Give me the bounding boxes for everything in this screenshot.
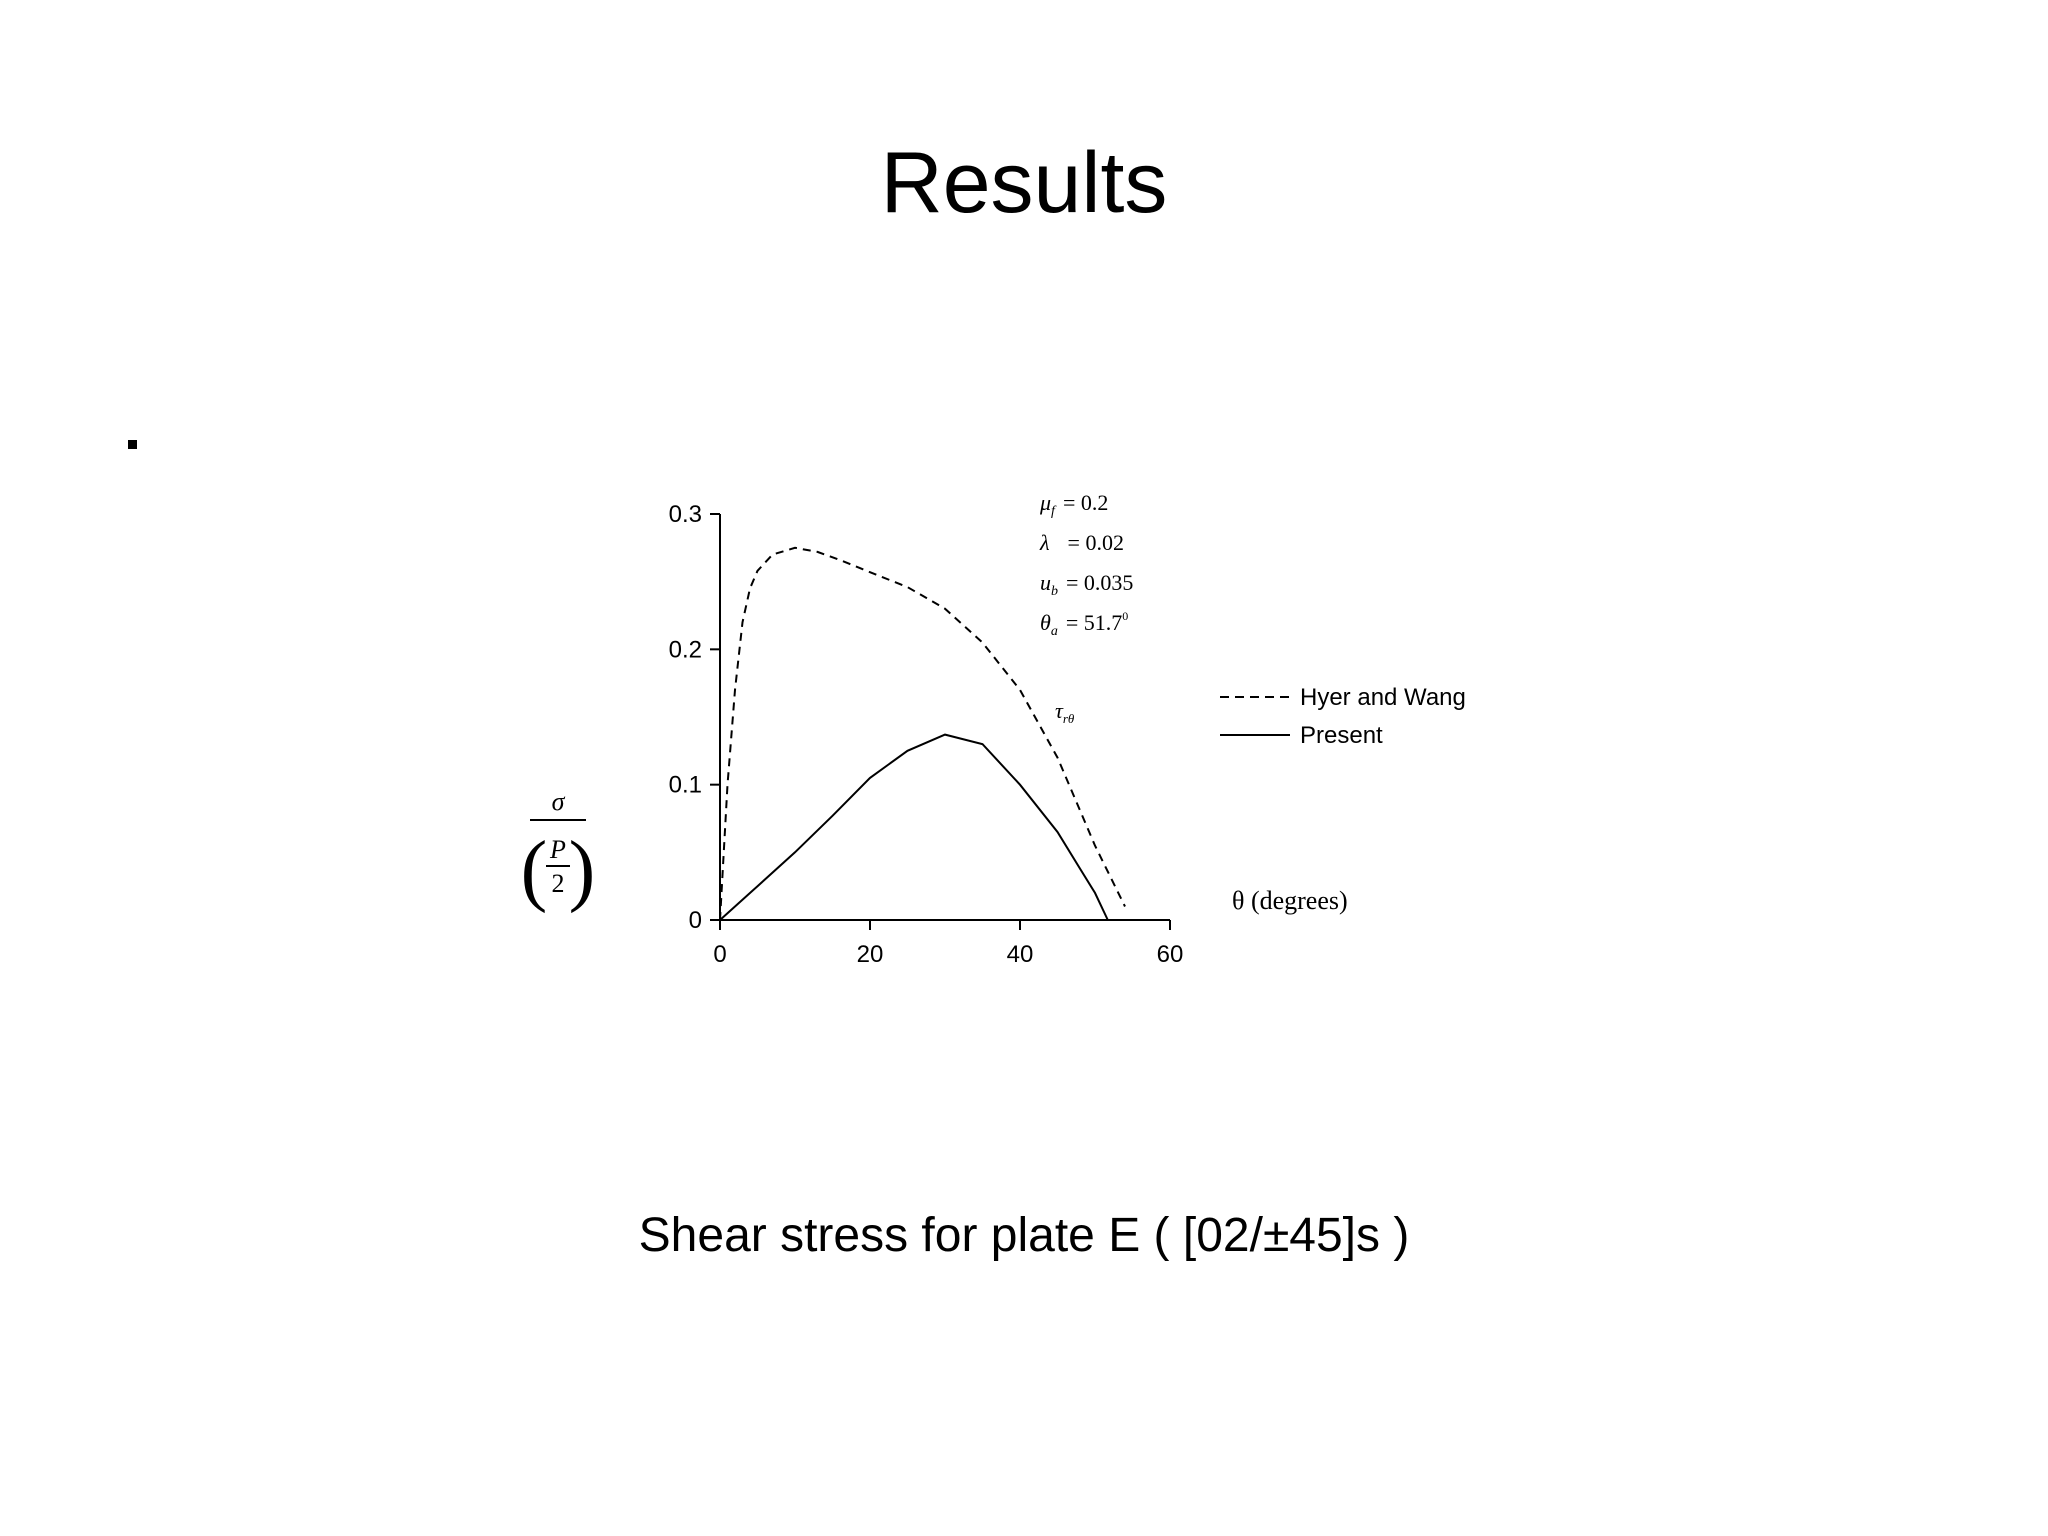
series-line-present xyxy=(720,735,1108,920)
plot-series xyxy=(720,548,1125,920)
parameter-annotations xyxy=(1039,490,1133,726)
slide-title: Results xyxy=(880,135,1168,231)
y-tick-label: 0.3 xyxy=(668,501,702,528)
y-axis-label-P: P xyxy=(550,835,566,864)
y-axis-label-right-paren: ) xyxy=(568,826,596,914)
y-axis-label-2: 2 xyxy=(551,869,565,898)
legend-label-present: Present xyxy=(1300,722,1383,749)
y-axis-label xyxy=(521,787,596,914)
figure-caption: Shear stress for plate E ( [02/±45]s ) xyxy=(638,1209,1410,1262)
param-u-b: $u_b = 0.035$ xyxy=(1040,570,1134,599)
param-theta-a: $\theta_a = 51.7^0$ xyxy=(1040,609,1129,639)
y-tick-label: 0.2 xyxy=(668,636,702,664)
y-tick-label: 0.1 xyxy=(668,771,702,799)
param-lambda: λ = 0.02 xyxy=(1040,530,1124,555)
x-tick-label: 40 xyxy=(1006,941,1034,968)
legend-label-hyer-and-wang: Hyer and Wang xyxy=(1300,684,1466,711)
x-tick-label: 0 xyxy=(713,941,727,968)
x-tick-label: 20 xyxy=(856,941,884,968)
x-axis-label: θ (degrees) xyxy=(1232,886,1348,915)
y-axis-label-sigma: σ xyxy=(551,787,565,816)
shear-stress-chart xyxy=(520,470,1560,1010)
bullet-marker xyxy=(128,440,137,449)
y-axis-label-left-paren: ( xyxy=(520,826,548,914)
x-tick-label: 60 xyxy=(1156,941,1184,968)
y-tick-label: 0 xyxy=(688,907,702,934)
legend xyxy=(1220,684,1466,749)
param-mu-f: $\mu_f = 0.2$ xyxy=(1040,490,1109,519)
curve-label-tau: $\tau_{r\theta}$ xyxy=(1055,698,1075,726)
